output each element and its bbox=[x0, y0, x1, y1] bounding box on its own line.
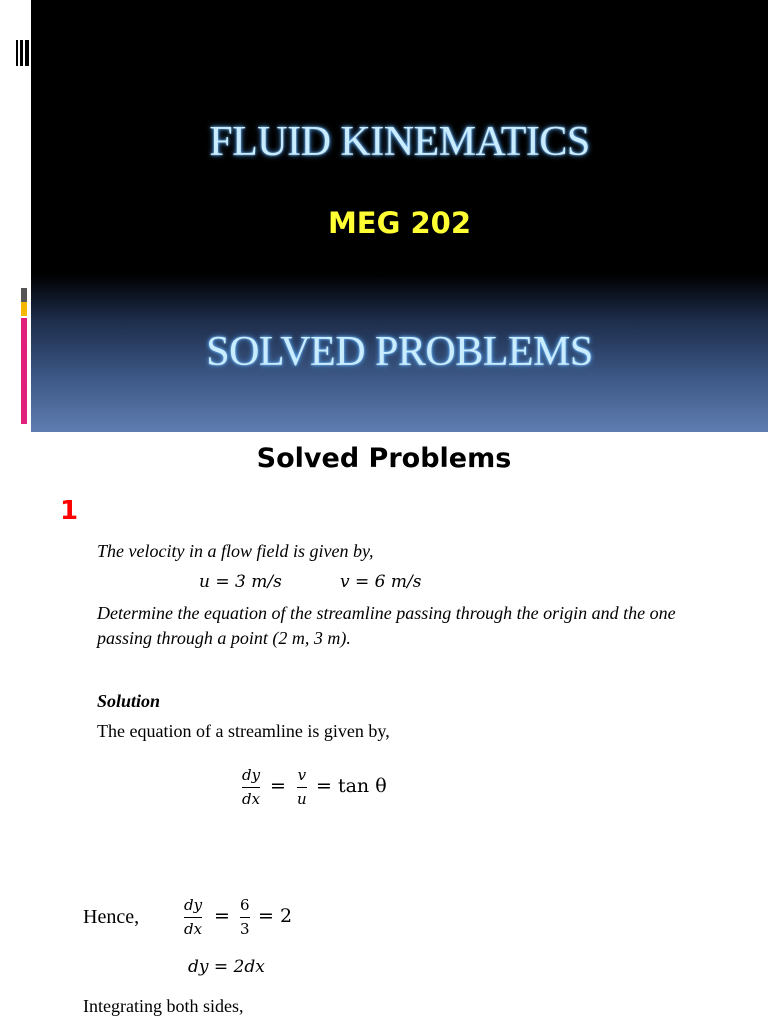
bar-marks-icon bbox=[16, 40, 30, 66]
eq2-num1: dy bbox=[184, 896, 203, 914]
page-heading: Solved Problems bbox=[256, 443, 512, 474]
eq1-equals: = bbox=[270, 775, 286, 797]
gray-marker bbox=[21, 288, 27, 302]
problem-line-2: passing through a point (2 m, 3 m). bbox=[97, 628, 351, 648]
integrating-text: Integrating both sides, bbox=[83, 996, 244, 1016]
eq1-den2: u bbox=[297, 790, 307, 808]
slide-title: FLUID KINEMATICS bbox=[209, 119, 590, 165]
eq2-num2: 6 bbox=[240, 896, 250, 914]
eq1-rhs: = tan θ bbox=[316, 775, 387, 797]
eq2-equals: = bbox=[214, 905, 230, 927]
yellow-marker bbox=[21, 302, 27, 316]
pink-marker bbox=[21, 318, 27, 424]
velocity-u: u = 3 m/s bbox=[199, 572, 282, 592]
eq2-den1: dx bbox=[184, 920, 203, 938]
velocity-v: v = 6 m/s bbox=[340, 572, 422, 592]
eq1-num2: v bbox=[297, 766, 307, 784]
hence-label: Hence, bbox=[83, 906, 140, 928]
problem-number: 1 bbox=[60, 496, 79, 526]
problem-intro: The velocity in a flow field is given by, bbox=[97, 541, 374, 561]
slide-side-strip bbox=[0, 0, 31, 432]
slide-banner bbox=[31, 0, 768, 432]
solution-label: Solution bbox=[97, 691, 161, 711]
eq1-num1: dy bbox=[242, 766, 261, 784]
problem-line-1: Determine the equation of the streamline passing through the origin and the one bbox=[97, 603, 676, 623]
slide-subtitle: SOLVED PROBLEMS bbox=[206, 329, 593, 375]
eq2-rhs: = 2 bbox=[258, 905, 293, 927]
eq1-den1: dx bbox=[242, 790, 261, 808]
course-code: MEG 202 bbox=[327, 206, 472, 240]
solution-intro: The equation of a streamline is given by, bbox=[97, 721, 390, 741]
differential-equation: dy = 2dx bbox=[188, 957, 265, 977]
eq2-den2: 3 bbox=[240, 920, 250, 938]
